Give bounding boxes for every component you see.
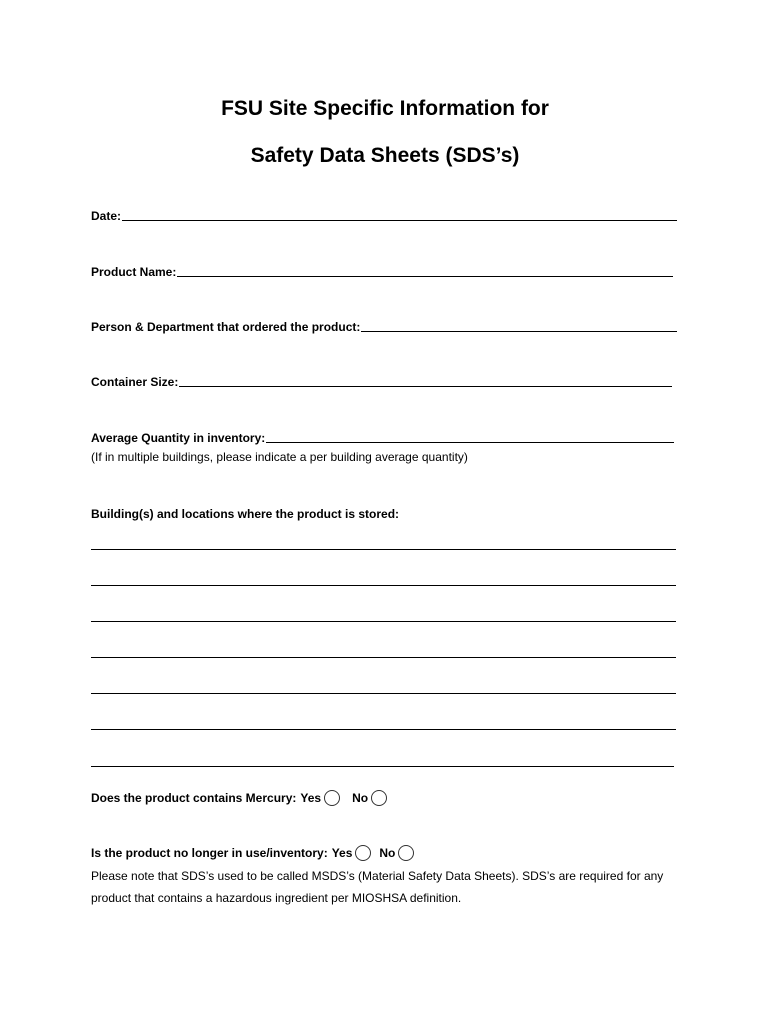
building-blank-line-2[interactable] xyxy=(91,585,676,586)
no-longer-in-use-yes-radio[interactable] xyxy=(355,845,371,861)
building-blank-line-5[interactable] xyxy=(91,693,676,694)
form-title-line-2: Safety Data Sheets (SDS’s) xyxy=(250,144,520,167)
person-department-field[interactable] xyxy=(91,316,677,334)
mercury-no-choice[interactable] xyxy=(352,790,387,806)
average-quantity-label: Average Quantity in inventory: xyxy=(91,431,266,445)
container-size-field[interactable] xyxy=(91,371,672,389)
person-department-label: Person & Department that ordered the product: xyxy=(91,320,361,334)
mercury-no-radio[interactable] xyxy=(371,790,387,806)
mercury-yes-choice[interactable] xyxy=(300,790,340,806)
mercury-question-text: Does the product contains Mercury: xyxy=(91,791,297,805)
average-quantity-field[interactable] xyxy=(91,427,674,445)
no-longer-in-use-question xyxy=(91,843,426,863)
no-longer-in-use-no-label: No xyxy=(379,846,396,860)
date-field[interactable] xyxy=(91,205,677,223)
mercury-yes-radio[interactable] xyxy=(324,790,340,806)
container-size-blank-line[interactable] xyxy=(179,386,672,387)
mercury-question xyxy=(91,788,399,808)
building-blank-line-7[interactable] xyxy=(91,766,674,767)
building-blank-line-6[interactable] xyxy=(91,729,676,730)
average-quantity-blank-line[interactable] xyxy=(266,442,674,443)
product-name-blank-line[interactable] xyxy=(177,276,673,277)
product-name-label: Product Name: xyxy=(91,265,177,279)
mercury-yes-label: Yes xyxy=(300,791,322,805)
no-longer-in-use-yes-choice[interactable] xyxy=(332,845,372,861)
mercury-no-label: No xyxy=(352,791,369,805)
date-label: Date: xyxy=(91,209,122,223)
person-department-blank-line[interactable] xyxy=(361,331,677,332)
date-blank-line[interactable] xyxy=(122,220,677,221)
no-longer-in-use-yes-label: Yes xyxy=(331,846,353,860)
container-size-label: Container Size: xyxy=(91,375,179,389)
sds-note-paragraph: Please note that SDS’s used to be called MSDS’s (Material Safety Data Sheets). SDS’s are required for any product that contains a hazardous ingredient per MIOSHSA definition. xyxy=(91,869,664,905)
building-blank-line-3[interactable] xyxy=(91,621,676,622)
no-longer-in-use-no-radio[interactable] xyxy=(398,845,414,861)
product-name-field[interactable] xyxy=(91,261,673,279)
no-longer-in-use-question-text: Is the product no longer in use/inventory: xyxy=(91,846,328,860)
building-blank-line-4[interactable] xyxy=(91,657,676,658)
no-longer-in-use-no-choice[interactable] xyxy=(379,845,414,861)
average-quantity-note: (If in multiple buildings, please indicate a per building average quantity) xyxy=(91,450,468,464)
form-title-line-1: FSU Site Specific Information for xyxy=(221,97,549,120)
buildings-label: Building(s) and locations where the product is stored: xyxy=(91,507,400,521)
building-blank-line-1[interactable] xyxy=(91,549,676,550)
